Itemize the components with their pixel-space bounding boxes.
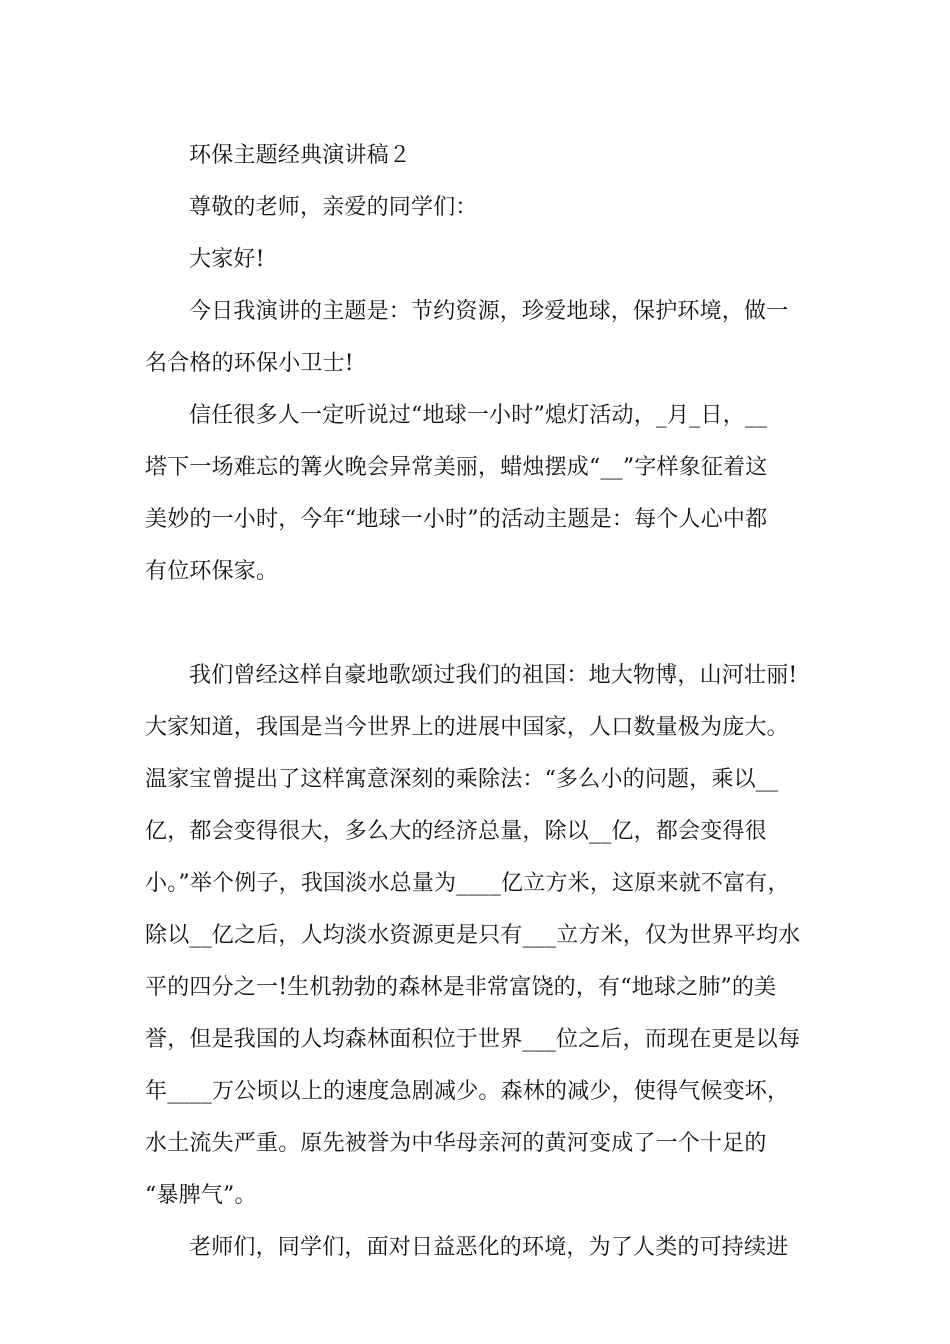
paragraph-gap [145,598,810,650]
paragraph-line: 老师们，同学们，面对日益恶化的环境，为了人类的可持续进 [189,1235,789,1260]
paragraph-line: 信任很多人一定听说过“地球一小时”熄灯活动，_月_日，__ [189,403,768,428]
paragraph-line: 小。”举个例子，我国淡水总量为____亿立方米，这原来就不富有， [145,871,790,896]
paragraph-line: 塔下一场难忘的篝火晚会异常美丽，蜡烛摆成“__”字样象征着这 [145,455,768,480]
paragraph-line: 有位环保家。 [145,559,279,584]
paragraph-line: 我们曾经这样自豪地歌颂过我们的祖国：地大物博，山河壮丽! [189,663,798,688]
paragraph-line: 名合格的环保小卫士! [145,351,354,376]
paragraph-line: 大家知道，我国是当今世界上的进展中国家，人口数量极为庞大。 [145,715,789,740]
paragraph-line: 除以__亿之后，人均淡水资源更是只有___立方米，仅为世界平均水 [145,923,801,948]
paragraph-line: 温家宝曾提出了这样寓意深刻的乘除法：“多么小的问题，乘以__ [145,767,779,792]
paragraph-line: 年____万公顷以上的速度急剧减少。森林的减少，使得气候变坏， [145,1079,790,1104]
paragraph-line: 美妙的一小时，今年“地球一小时”的活动主题是：每个人心中都 [145,507,768,532]
paragraph-line: 平的四分之一!生机勃勃的森林是非常富饶的，有“地球之肺”的美 [145,975,777,1000]
paragraph-line: 亿，都会变得很大，多么大的经济总量，除以__亿，都会变得很 [145,819,767,844]
document-body [145,130,810,1274]
greeting-line: 尊敬的老师，亲爱的同学们： [189,195,478,220]
hello-line: 大家好! [189,247,265,272]
paragraph-line: “暴脾气”。 [145,1183,257,1208]
paragraph-line: 水土流失严重。原先被誉为中华母亲河的黄河变成了一个十足的 [145,1131,767,1156]
document-title: 环保主题经典演讲稿２ [189,143,412,168]
paragraph-line: 誉，但是我国的人均森林面积位于世界___位之后，而现在更是以每 [145,1027,801,1052]
paragraph-line: 今日我演讲的主题是：节约资源，珍爱地球，保护环境，做一 [189,299,789,324]
